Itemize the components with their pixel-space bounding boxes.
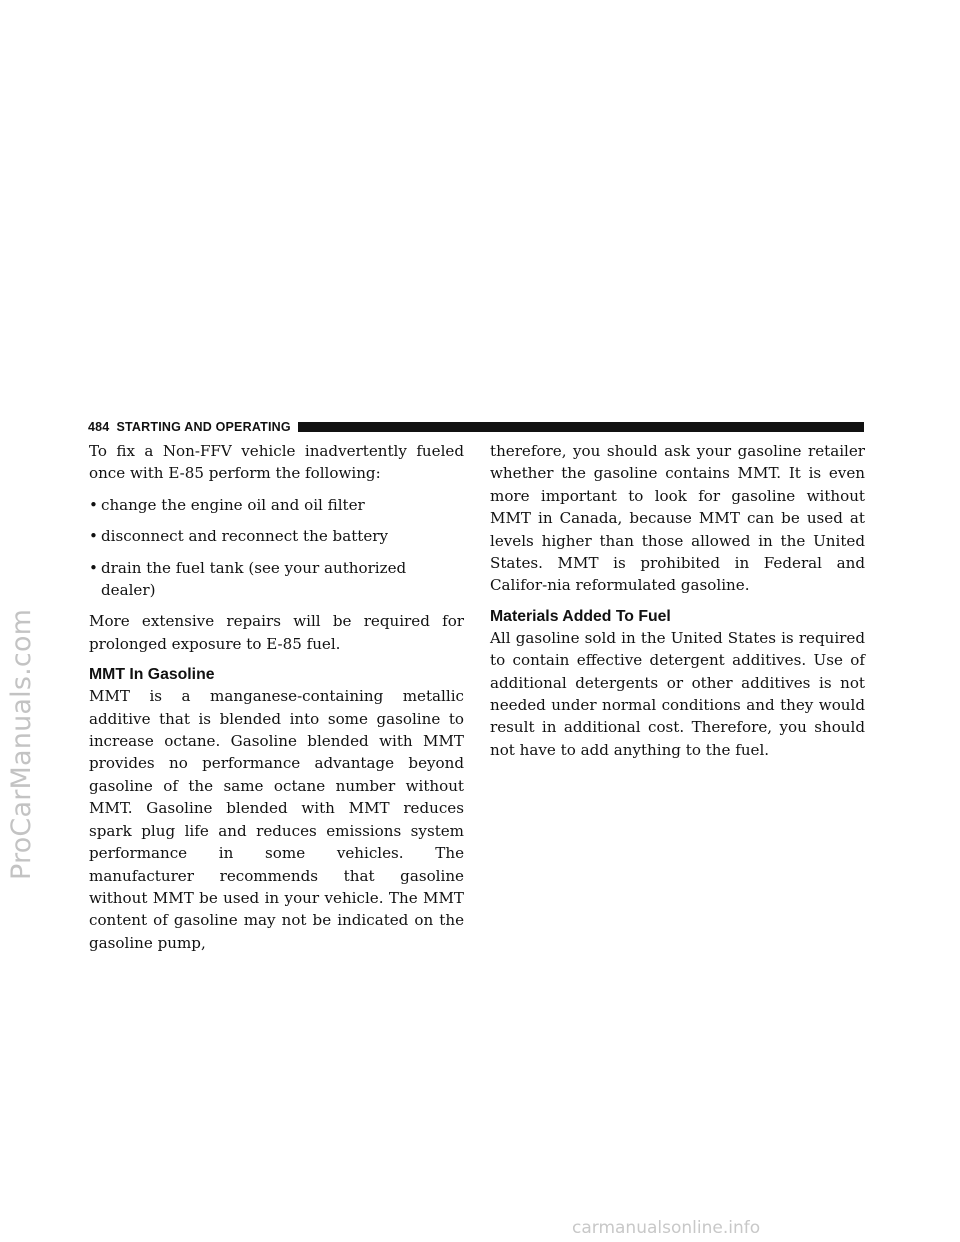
left-column	[89, 440, 464, 954]
right-column	[490, 440, 865, 761]
list-item-text: change the engine oil and oil filter	[101, 495, 365, 514]
section-title: STARTING AND OPERATING	[116, 420, 291, 434]
list-item-text: disconnect and reconnect the battery	[101, 527, 389, 546]
page-header	[88, 419, 864, 435]
fix-steps-list	[89, 494, 464, 602]
materials-heading: Materials Added To Fuel	[490, 607, 671, 625]
side-watermark-text: ProCarManuals.com	[6, 608, 37, 880]
bottom-watermark: carmanualsonline.info	[572, 1218, 761, 1238]
mmt-continued-paragraph: therefore, you should ask your gasoline retailer whether the gasoline contains MMT. It is even more important to look for gasoline without MMT in Canada, because MMT can be used at levels higher than those allowed in the United States. MMT is prohibited in Federal and Califor-nia reformulated gasoline.	[490, 442, 865, 595]
materials-paragraph: All gasoline sold in the United States is required to contain effective detergent additives. Use of additional detergents or other additives is not needed under normal conditions and they would result in additional cost. Therefore, you should not have to add anything to the fuel.	[490, 628, 865, 759]
list-item-text: drain the fuel tank (see your authorized dealer)	[101, 558, 407, 600]
bullet-icon: •	[89, 495, 98, 514]
bullet-icon: •	[89, 527, 98, 546]
bullet-icon: •	[89, 558, 98, 577]
mmt-paragraph: MMT is a manganese-containing metallic additive that is blended into some gasoline to increase octane. Gasoline blended with MMT provides no performance advantage beyond gasoline of the same octane number without MMT. Gasoline blended with MMT reduces spark plug life and reduces emissions system performance in some vehicles. The manufacturer recommends that gasoline without MMT be used in your vehicle. The MMT content of gasoline may not be indicated on the gasoline pump,	[89, 687, 464, 952]
mmt-heading: MMT In Gasoline	[89, 666, 215, 684]
page-number: 484	[88, 420, 110, 434]
list-item	[89, 494, 464, 516]
list-item	[89, 525, 464, 547]
prolonged-exposure-paragraph: More extensive repairs will be required for prolonged exposure to E-85 fuel.	[89, 612, 464, 653]
header-rule	[298, 422, 864, 432]
side-watermark	[6, 608, 50, 880]
list-item	[89, 557, 464, 602]
intro-paragraph: To fix a Non-FFV vehicle inadvertently fueled once with E-85 perform the following:	[89, 442, 464, 483]
